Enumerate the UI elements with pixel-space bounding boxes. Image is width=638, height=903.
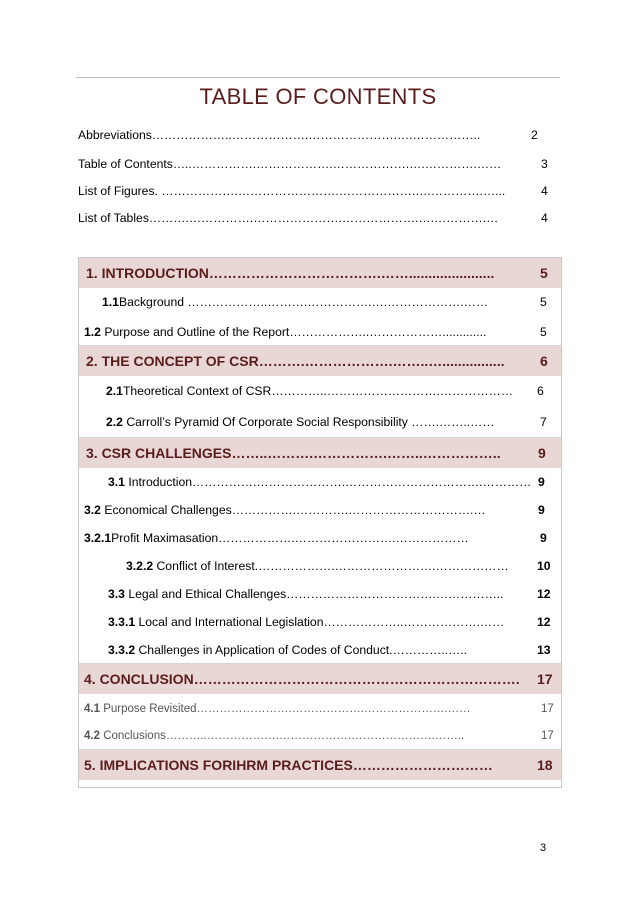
section-page: 18 (537, 757, 553, 773)
entry-label: Abbreviations (78, 128, 152, 142)
toc-entry-conclusions[interactable] (84, 728, 464, 744)
entry-label: Conclusions (100, 730, 166, 742)
toc-entry-conflict-of-interest[interactable] (126, 558, 509, 574)
entry-label: Theoretical Context of CSR (122, 384, 272, 398)
entry-label: Challenges in Application of Codes of Conduct. (135, 643, 393, 657)
entry-label: Local and International Legislation (135, 615, 324, 629)
section-label: 3. CSR CHALLENGES (86, 445, 232, 461)
toc-entry-economical-challenges[interactable] (84, 502, 486, 518)
entry-page: 9 (538, 475, 545, 489)
toc-entry-abbreviations[interactable] (78, 127, 480, 143)
entry-page: 17 (541, 703, 554, 715)
entry-page: 7 (540, 415, 547, 429)
section-page: 9 (538, 445, 546, 461)
entry-number: 4.1 (84, 703, 100, 715)
top-rule (76, 77, 560, 78)
toc-section-concept-of-csr[interactable] (86, 352, 504, 370)
entry-page: 10 (537, 559, 551, 573)
entry-number: 3.2 (84, 503, 101, 517)
entry-label: Introduction (124, 475, 193, 489)
entry-dots: …………..….. (392, 643, 468, 657)
toc-entry-legal-ethical[interactable] (108, 586, 504, 602)
entry-dots: ………..……………….……………….………………….…….. (165, 730, 465, 742)
toc-section-introduction[interactable] (86, 264, 494, 282)
toc-entry-carrolls-pyramid[interactable] (106, 414, 495, 430)
entry-number: 4.2 (84, 730, 100, 742)
footer-page-number: 3 (540, 842, 547, 854)
section-dots: ……………………………………………………………. (193, 671, 520, 687)
entry-number: 2.2 (106, 415, 123, 429)
section-label: 2. THE CONCEPT OF CSR (86, 353, 259, 369)
entry-label: Table of Contents (78, 157, 173, 171)
section-label: 1. INTRODUCTION (86, 265, 209, 281)
page-title: TABLE OF CONTENTS (199, 84, 437, 109)
entry-label: Legal and Ethical Challenges (124, 587, 287, 601)
entry-label: Conflict of Interest. (153, 559, 259, 573)
entry-dots: …….……..…… (407, 415, 495, 429)
entry-number: 1.2 (84, 325, 101, 339)
entry-number: 3.2.1 (84, 531, 112, 545)
entry-page: 3 (541, 157, 548, 171)
toc-entry-local-international[interactable] (108, 614, 504, 630)
entry-dots: ………………..……………….………………….….…………….. (151, 128, 481, 142)
entry-label: Carroll’s Pyramid Of Corporate Social Responsibility (122, 415, 408, 429)
entry-label: Profit Maximasation (111, 531, 219, 545)
entry-page: 5 (540, 295, 547, 309)
section-label: 5. IMPLICATIONS FORIHRM PRACTICES (84, 757, 353, 773)
section-dots: ……..……….…………….……..…………….. (231, 445, 501, 461)
entry-dots: …………..……………………….……………… (271, 384, 514, 398)
entry-label: List of Tables (78, 211, 149, 225)
entry-dots: ………………..……………….…… (323, 615, 505, 629)
section-label: 4. CONCLUSION (84, 671, 194, 687)
entry-number: 3.3.1 (108, 615, 136, 629)
entry-number: 3.3 (108, 587, 125, 601)
entry-page: 12 (537, 587, 551, 601)
entry-number: 3.1 (108, 475, 125, 489)
entry-page: 4 (541, 184, 548, 198)
toc-entry-purpose-revisited[interactable] (84, 701, 471, 717)
entry-page: 4 (541, 211, 548, 225)
section-page: 17 (537, 671, 553, 687)
entry-label: Background (118, 295, 188, 309)
entry-dots: …………….………………….…………………………….………… (192, 475, 532, 489)
toc-entry-codes-of-conduct[interactable] (108, 642, 467, 658)
toc-section-conclusion[interactable] (84, 670, 520, 688)
section-dots: ………………………… (352, 757, 493, 773)
entry-page: 17 (541, 730, 554, 742)
toc-entry-purpose-outline[interactable] (84, 324, 486, 340)
entry-number: 2.1 (106, 384, 123, 398)
section-dots: ……………………………….……...................... (208, 265, 495, 281)
entry-dots: ……………………………….…………….. (286, 587, 504, 601)
entry-page: 6 (537, 384, 544, 398)
toc-entry-list-of-figures[interactable] (78, 183, 505, 199)
entry-page: 5 (540, 325, 547, 339)
toc-section-implications[interactable] (84, 756, 493, 774)
toc-section-csr-challenges[interactable] (86, 444, 501, 462)
entry-dots: …………….………….………………………….… (231, 503, 486, 517)
section-page: 5 (540, 265, 548, 281)
entry-dots: …..…………….……………….……………….….………….…… (172, 157, 502, 171)
entry-label: Purpose and Outline of the Report (100, 325, 290, 339)
entry-dots: ……………….…………………….……………… (258, 559, 509, 573)
entry-dots: …………………….……………….………………….…… (196, 703, 471, 715)
entry-dots: ………………..……….…………….….……………….…… (187, 295, 489, 309)
entry-label: List of Figures. (78, 184, 158, 198)
toc-entry-table-of-contents[interactable] (78, 156, 501, 172)
toc-entry-background[interactable] (102, 294, 488, 310)
entry-label: Economical Challenges (100, 503, 232, 517)
entry-number: 3.2.2 (126, 559, 154, 573)
toc-entry-list-of-tables[interactable] (78, 210, 498, 226)
section-dots: ……….……………….……..…................ (258, 353, 505, 369)
section-page: 6 (540, 353, 548, 369)
entry-number: 3.3.2 (108, 643, 136, 657)
entry-number: 1.1 (102, 295, 119, 309)
toc-entry-theoretical-context[interactable] (106, 383, 513, 399)
entry-page: 9 (540, 531, 547, 545)
entry-page: 13 (537, 643, 551, 657)
entry-page: 2 (531, 128, 538, 142)
entry-dots: ………………..………………............. (289, 325, 487, 339)
entry-dots: ……………….…………………….……………….….………….…... (157, 184, 506, 198)
entry-label: Purpose Revisited (100, 703, 197, 715)
entry-page: 9 (538, 503, 545, 517)
entry-dots: ……………….…………………….……………… (218, 531, 469, 545)
toc-entry-introduction-3-1[interactable] (108, 474, 531, 490)
entry-dots: ……….…………….………………….……………….….………….… (148, 211, 499, 225)
entry-page: 12 (537, 615, 551, 629)
toc-entry-profit-maximasation[interactable] (84, 530, 469, 546)
